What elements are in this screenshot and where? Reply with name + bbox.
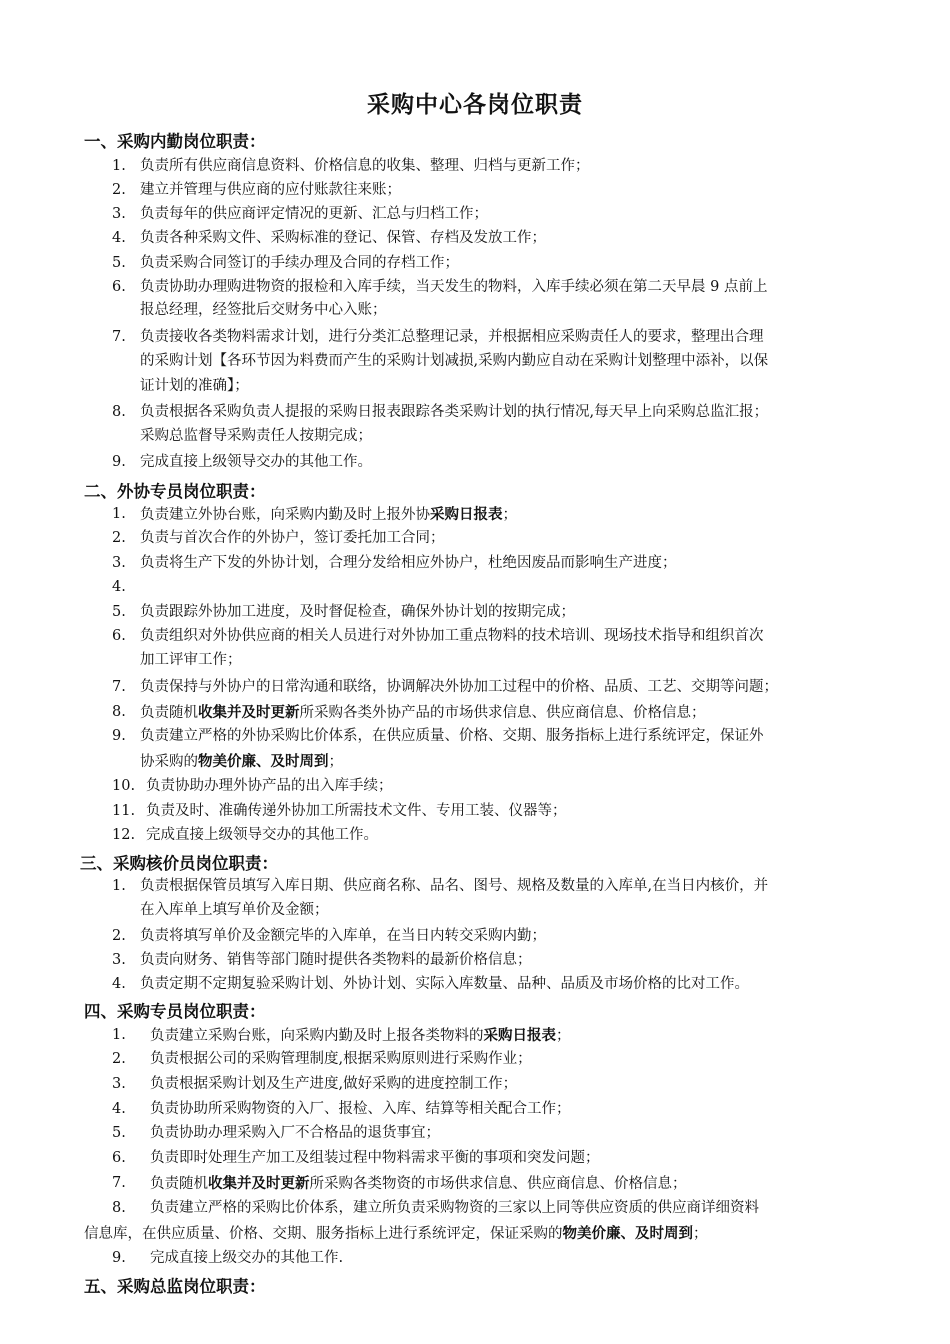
section-heading-2: 二、外协专员岗位职责： <box>84 482 266 501</box>
list-item-continuation: 信息库，在供应质量、价格、交期、服务指标上进行系统评定，保证采购的物美价廉、及时周到； <box>84 1225 708 1242</box>
list-item-continuation: 在入库单上填写单价及金额； <box>140 902 329 918</box>
document-page: 采购中心各岗位职责 一、采购内勤岗位职责： 1. 负责所有供应商信息资料、价格信息的收集、整理、归档与更新工作； 2. 建立并管理与供应商的应付账款往来账； 3. 负责每年的供应商评定情况的更新、汇总与归档工作； 4. 负责各种采购文件、采购标准的登记、保管、存档及发放工作； 5. 负责采购合同签订的手续办理及合同的存档工作； 6. 负责协助办理购进物资的报检和入库手续，当天发生的物料，入库手续必须在第二天早晨 9 点前上 报总经理，经签批后交财务中心入账； 7. 负责接收各类物料需求计划，进行分类汇总整理记录，并根据相应采购责任人的要求，整理出合理 的采购计划【各环节因为料费而产生的采购计划减损,采购内勤应自动在采购计划整理中添补，以保 证计划的准确】； 8. 负责根据各采购负责人提报的采购日报表跟踪各类采购计划的执行情况,每天早上向采购总监汇报； 采购总监督导采购责任人按期完成； 9. 完成直接上级领导交办的其他工作。 二、外协专员岗位职责： 1. 负责建立外协台账，向采购内勤及时上报外协采购日报表； 2. 负责与首次合作的外协户，签订委托加工合同； 3. 负责将生产下发的外协计划，合理分发给相应外协户，杜绝因废品而影响生产进度； 4. 5. 负责跟踪外协加工进度，及时督促检查，确保外协计划的按期完成； 6. 负责组织对外协供应商的相关人员进行对外协加工重点物料的技术培训、现场技术指导和组织首次 加工评审工作； 7. 负责保持与外协户的日常沟通和联络，协调解决外协加工过程中的价格、品质、工艺、交期等问题； 8. 负责随机收集并及时更新所采购各类外协产品的市场供求信息、供应商信息、价格信息； 9. 负责建立严格的外协采购比价体系，在供应质量、价格、交期、服务指标上进行系统评定，保证外 协采购的物美价廉、及时周到； 10. 负责协助办理外协产品的出入库手续； 11. 负责及时、准确传递外协加工所需技术文件、专用工装、仪器等； 12. 完成直接上级领导交办的其他工作。 三、采购核价员岗位职责： 1. 负责根据保管员填写入库日期、供应商名称、品名、图号、规格及数量的入库单,在当日内核价，并 在入库单上填写单价及金额； 2. 负责将填写单价及金额完毕的入库单，在当日内转交采购内勤； 3. 负责向财务、销售等部门随时提供各类物料的最新价格信息； 4. 负责定期不定期复验采购计划、外协计划、实际入库数量、品种、品质及市场价格的比对工作。 四、采购专员岗位职责： 1. 负责建立采购台账，向采购内勤及时上报各类物料的采购日报表； 2. 负责根据公司的采购管理制度,根据采购原则进行采购作业； 3. 负责根据采购计划及生产进度,做好采购的进度控制工作； 4. 负责协助所采购物资的入厂、报检、入库、结算等相关配合工作； 5. 负责协助办理采购入厂不合格品的退货事宜； 6. 负责即时处理生产加工及组装过程中物料需求平衡的事项和突发问题； 7. 负责随机收集并及时更新所采购各类物资的市场供求信息、供应商信息、价格信息； 8. 负责建立严格的采购比价体系，建立所负责采购物资的三家以上同等供应资质的供应商详细资料 信息库，在供应质量、价格、交期、服务指标上进行系统评定，保证采购的物美价廉、及时周到； 9. 完成直接上级交办的其他工作. 五、采购总监岗位职责： <box>0 0 950 1344</box>
section-heading-1: 一、采购内勤岗位职责： <box>84 132 266 151</box>
list-item-continuation: 协采购的物美价廉、及时周到； <box>140 753 343 770</box>
section-heading-3: 三、采购核价员岗位职责： <box>80 854 278 873</box>
list-item-continuation: 证计划的准确】； <box>140 378 249 394</box>
page-title: 采购中心各岗位职责 <box>367 92 583 118</box>
list-item-continuation: 的采购计划【各环节因为料费而产生的采购计划减损,采购内勤应自动在采购计划整理中添补，以保 <box>140 353 769 369</box>
list-item-continuation: 加工评审工作； <box>140 652 242 668</box>
list-item-continuation: 报总经理，经签批后交财务中心入账； <box>140 302 387 318</box>
section-heading-5: 五、采购总监岗位职责： <box>84 1277 266 1296</box>
list-item-continuation: 采购总监督导采购责任人按期完成； <box>140 428 372 444</box>
section-heading-4: 四、采购专员岗位职责： <box>84 1002 266 1021</box>
